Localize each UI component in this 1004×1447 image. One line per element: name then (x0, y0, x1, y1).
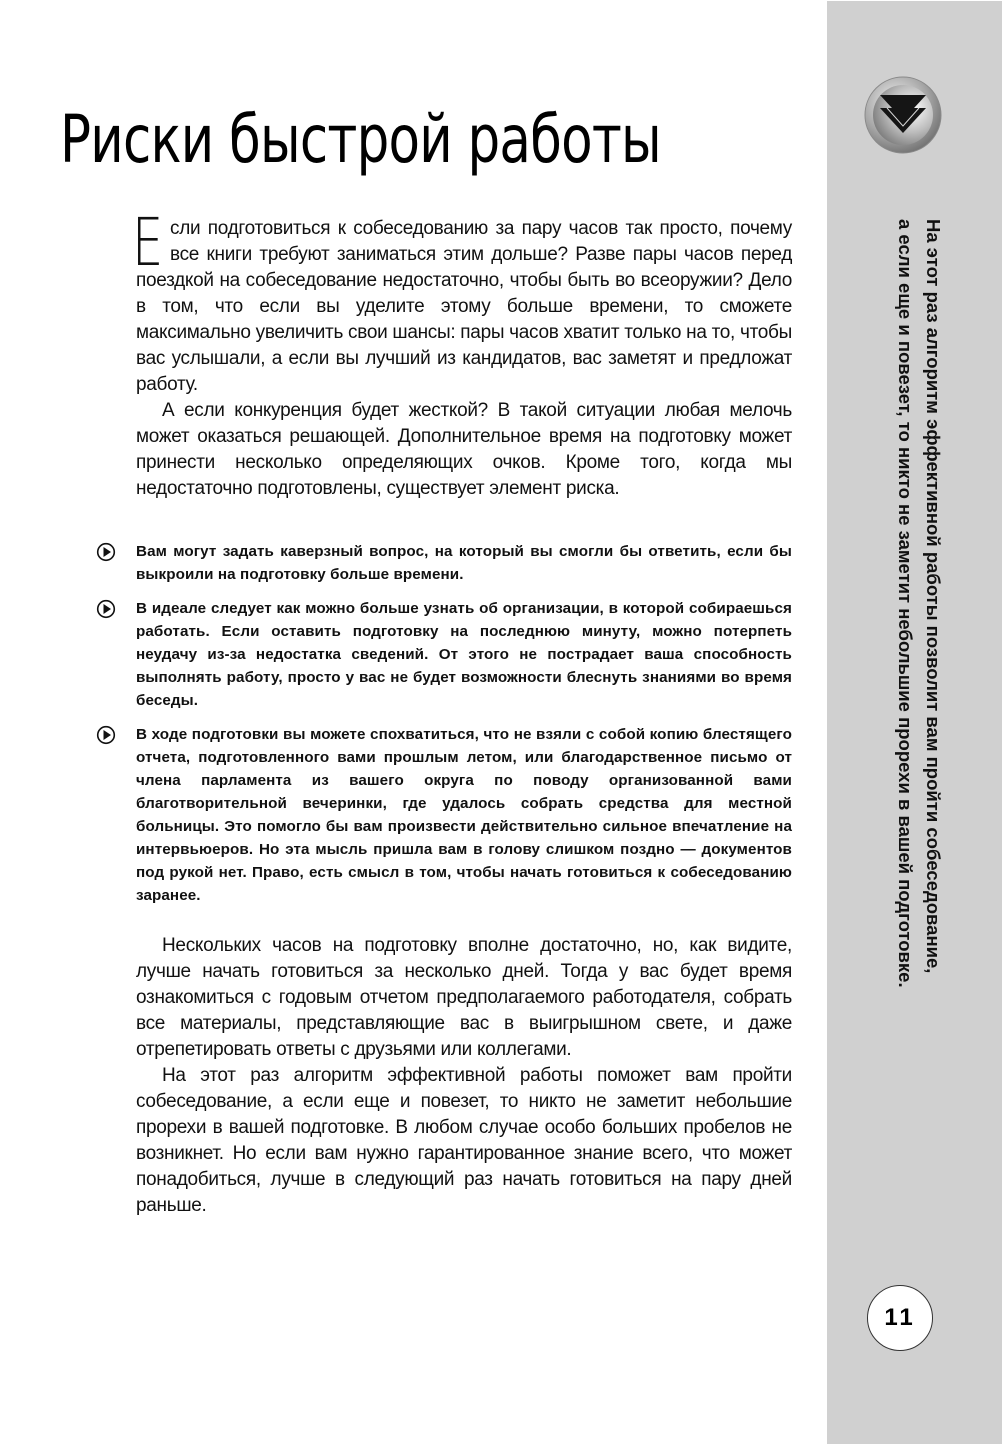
bullet-item (96, 540, 792, 586)
sidebar (827, 1, 1002, 1444)
bullet-item (96, 597, 792, 712)
intro-paragraph-2: А если конкуренция будет жесткой? В такой ситуации любая мелочь может оказаться решающей. Дополнительное время на подготовку может принести несколько определяющих очков. Кроме того, когда мы недостаточно подготовлены, существует элемент риска. (136, 400, 792, 499)
bullet-text: В ходе подготовки вы можете спохватиться, что не взяли с собой копию блестящего отчета, подготовленного вами прошлым летом, или благодарственное письмо от члена парламента из вашего округа по поводу организованной вами благотворительной вечеринки, где удалось собрать средства для местной больницы. Это помогло бы вам произвести действительно сильное впечатление на интервьюеров. Но эта мысль пришла вам в голову слишком поздно — документов под рукой нет. Право, есть смысл в том, чтобы начать готовиться к собеседованию заранее. (136, 726, 792, 904)
closing-section (136, 933, 792, 1219)
bullet-item (96, 723, 792, 907)
pull-quote-line-2: а если еще и повезет, то никто не заметит небольшие прорехи в вашей подготовке. (895, 219, 916, 988)
drop-cap: Е (132, 204, 164, 281)
play-circle-icon (96, 725, 116, 745)
main-content (132, 204, 792, 1219)
double-chevron-down-icon (863, 75, 943, 155)
closing-paragraph-1: Нескольких часов на подготовку вполне достаточно, но, как видите, лучше начать готовиться за несколько дней. Тогда у вас будет время ознакомиться с годовым отчетом предполагаемого работодателя, собрать все материалы, представляющие вас в выигрышном свете, и даже отрепетировать ответы с друзьями или коллегами. (136, 935, 792, 1060)
bullet-text: В идеале следует как можно больше узнать об организации, в которой собираешься работать. Если оставить подготовку на последнюю минуту, можно потерпеть неудачу из-за недостатка сведений. От этого не пострадает ваша способность выполнять работу, просто у вас не будет возможности блеснуть знаниями во время беседы. (136, 600, 792, 709)
bullet-list (96, 540, 792, 907)
sidebar-pull-quote (867, 219, 947, 1099)
pull-quote-line-1: На этот раз алгоритм эффективной работы позволит вам пройти собеседование, (923, 219, 944, 974)
intro-paragraph-1-text: сли подготовиться к собеседованию за пару часов так просто, почему все книги требуют заниматься этим дольше? Разве пары часов перед поездкой на собеседование недостаточно, чтобы быть во всеоружии? Дело в том, что если вы уделите этому больше времени, то сможете максимально увеличить свои шансы: пары часов хватит только на то, чтобы вас услышали, а если вы лучший из кандидатов, вас заметят и предложат работу. (136, 218, 792, 395)
closing-paragraph-2: На этот раз алгоритм эффективной работы поможет вам пройти собеседование, а если еще и повезет, то никто не заметит небольшие прорехи в вашей подготовке. В любом случае особо больших пробелов не возникнет. Но если вам нужно гарантированное знание всего, что может понадобиться, лучше в следующий раз начать готовиться на пару дней раньше. (136, 1065, 792, 1216)
play-circle-icon (96, 599, 116, 619)
page-number: 11 (867, 1285, 933, 1351)
intro-paragraph-1 (132, 204, 792, 398)
bullet-text: Вам могут задать каверзный вопрос, на который вы смогли бы ответить, если бы выкроили на подготовку больше времени. (136, 543, 792, 583)
play-circle-icon (96, 542, 116, 562)
page-title: Риски быстрой работы (60, 101, 661, 178)
